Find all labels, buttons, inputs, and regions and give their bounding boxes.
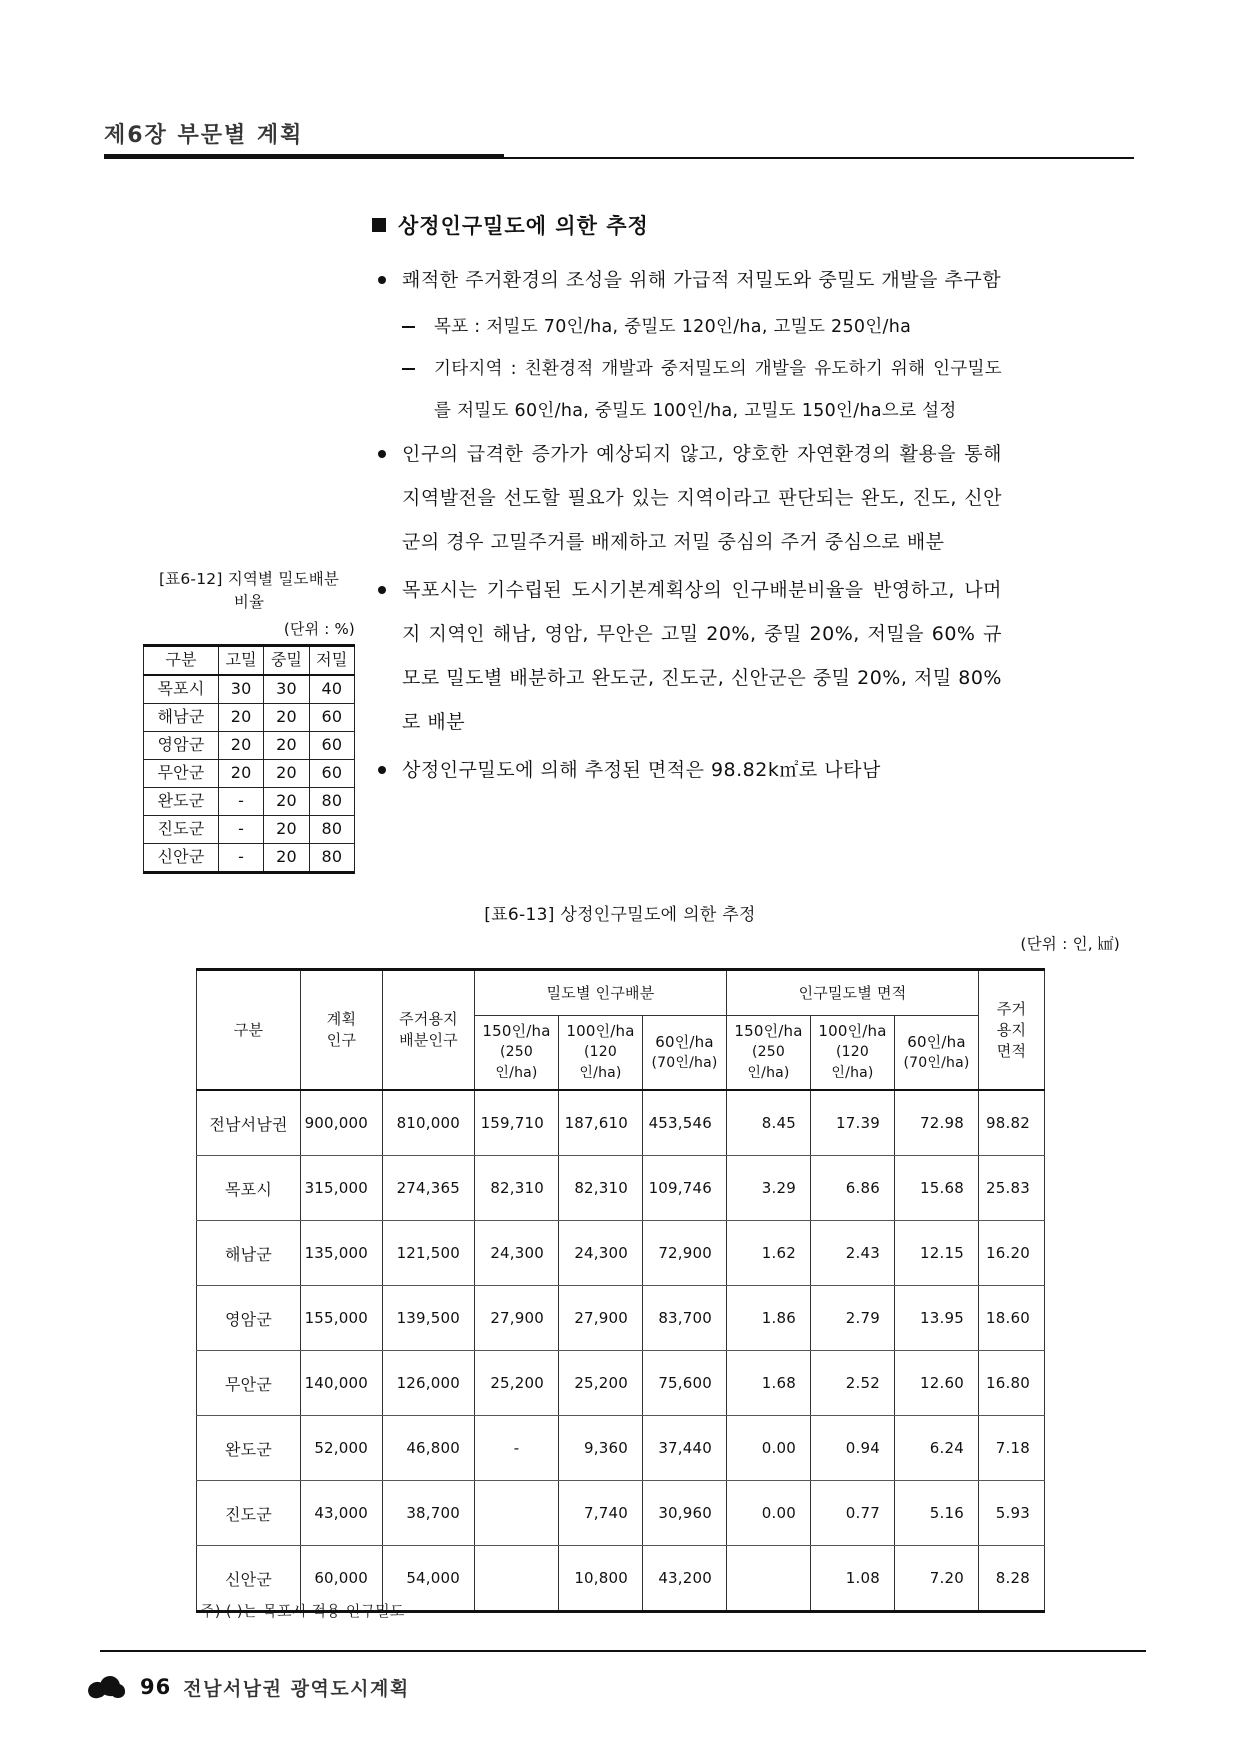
cell-area-150: 0.00 [727, 1481, 811, 1546]
cell-area-total: 5.93 [979, 1481, 1045, 1546]
column-header-density-area: 인구밀도별 면적 [727, 970, 979, 1016]
column-header-pop-100 [559, 1016, 643, 1091]
cell-low: 80 [309, 816, 354, 844]
table-row [144, 816, 355, 844]
cell-area-total: 8.28 [979, 1546, 1045, 1612]
cell-pop-100: 24,300 [559, 1221, 643, 1286]
planned-population-line2: 인구 [326, 1031, 357, 1049]
bullet-item [372, 432, 1002, 564]
cell-planned: 900,000 [301, 1090, 383, 1156]
footer-document-title: 전남서남권 광역도시계획 [183, 1677, 410, 1700]
sub-bullet-item [372, 348, 1002, 432]
round-bullet-icon [378, 766, 386, 774]
residential-area-line3: 면적 [996, 1041, 1027, 1060]
column-header-area-100 [811, 1016, 895, 1091]
cell-pop-150: 25,200 [475, 1351, 559, 1416]
table-row [144, 788, 355, 816]
cell-residential: 126,000 [383, 1351, 475, 1416]
bullet-text: 쾌적한 주거환경의 조성을 위해 가급적 저밀도와 중밀도 개발을 추구함 [402, 269, 1002, 291]
cell-region: 해남군 [144, 704, 219, 732]
cell-area-60: 7.20 [895, 1546, 979, 1612]
running-header [104, 118, 1134, 149]
area-100-main: 100인/ha [818, 1022, 887, 1040]
column-header-division-text: 구분 [233, 1020, 264, 1039]
cell-area-100: 17.39 [811, 1090, 895, 1156]
table-row [197, 1090, 1045, 1156]
cell-pop-150: 159,710 [475, 1090, 559, 1156]
table-row [197, 1351, 1045, 1416]
pop-60-paren: (70인/ha) [651, 1054, 718, 1071]
cell-area-total: 16.20 [979, 1221, 1045, 1286]
cell-pop-60: 37,440 [643, 1416, 727, 1481]
column-header-density-population: 밀도별 인구배분 [475, 970, 727, 1016]
cell-pop-100: 10,800 [559, 1546, 643, 1612]
cell-area-total: 25.83 [979, 1156, 1045, 1221]
cell-area-60: 12.60 [895, 1351, 979, 1416]
cell-pop-60: 83,700 [643, 1286, 727, 1351]
cell-region: 해남군 [197, 1221, 301, 1286]
cell-residential: 139,500 [383, 1286, 475, 1351]
bullet-text: 상정인구밀도에 의해 추정된 면적은 98.82k㎡로 나타남 [402, 759, 881, 781]
table-row [144, 732, 355, 760]
round-bullet-icon [378, 276, 386, 284]
table-row [197, 1286, 1045, 1351]
table-row [144, 704, 355, 732]
cell-area-60: 6.24 [895, 1416, 979, 1481]
cell-planned: 135,000 [301, 1221, 383, 1286]
cell-area-150: 0.00 [727, 1416, 811, 1481]
table-6-12-caption-line2: 비율 [233, 593, 265, 611]
cell-area-total: 7.18 [979, 1416, 1045, 1481]
planned-population-line1: 계획 [326, 1010, 357, 1028]
table-row [144, 760, 355, 788]
cell-area-100: 2.79 [811, 1286, 895, 1351]
pop-60-main: 60인/ha [655, 1032, 714, 1051]
cell-planned: 43,000 [301, 1481, 383, 1546]
cell-planned: 155,000 [301, 1286, 383, 1351]
bullet-item [372, 258, 1002, 302]
column-header-division: 구분 [144, 646, 219, 676]
table-6-12-unit: (단위 : %) [283, 620, 355, 638]
cell-pop-150: 82,310 [475, 1156, 559, 1221]
sub-bullet-text: 목포 : 저밀도 70인/ha, 중밀도 120인/ha, 고밀도 250인/ha [434, 317, 912, 337]
cell-region: 신안군 [197, 1546, 301, 1612]
sub-bullet-text: 기타지역 : 친환경적 개발과 중저밀도의 개발을 유도하기 위해 인구밀도를 저밀도 60인/ha, 중밀도 100인/ha, 고밀도 150인/ha으로 설정 [434, 359, 1002, 421]
table-6-13 [196, 968, 1045, 1613]
cell-high: 20 [219, 760, 264, 788]
cell-region: 신안군 [144, 844, 219, 873]
cell-planned: 52,000 [301, 1416, 383, 1481]
cell-pop-150: 24,300 [475, 1221, 559, 1286]
cell-area-60: 72.98 [895, 1090, 979, 1156]
cell-area-100: 2.52 [811, 1351, 895, 1416]
column-header-residential-alloc [383, 970, 475, 1091]
column-header-low: 저밀 [309, 646, 354, 676]
bullet-text: 인구의 급격한 증가가 예상되지 않고, 양호한 자연환경의 활용을 통해 지역발전을 선도할 필요가 있는 지역이라고 판단되는 완도, 진도, 신안군의 경우 고밀주거를 배제하고 저밀 중심의 주거 중심으로 배분 [402, 443, 1002, 553]
cell-pop-150: - [475, 1416, 559, 1481]
cell-area-total: 18.60 [979, 1286, 1045, 1351]
cell-mid: 20 [264, 788, 309, 816]
bullet-item [372, 568, 1002, 744]
cell-area-total: 98.82 [979, 1090, 1045, 1156]
column-header-mid: 중밀 [264, 646, 309, 676]
table-6-12 [143, 644, 355, 874]
cell-area-150: 1.86 [727, 1286, 811, 1351]
cell-area-100: 6.86 [811, 1156, 895, 1221]
running-header-text: 제6장 부문별 계획 [104, 123, 304, 148]
cell-pop-150: 27,900 [475, 1286, 559, 1351]
cell-area-60: 5.16 [895, 1481, 979, 1546]
column-header-residential-area [979, 970, 1045, 1091]
bullet-text: 목포시는 기수립된 도시기본계획상의 인구배분비율을 반영하고, 나머지 지역인 해남, 영암, 무안은 고밀 20%, 중밀 20%, 저밀을 60% 규모로 밀도별 배분하고 완도군, 진도군, 신안군은 중밀 20%, 저밀 80%로 배분 [402, 579, 1002, 733]
cell-region: 목포시 [144, 675, 219, 704]
page-number: 96 [140, 1675, 172, 1699]
table-row [197, 1156, 1045, 1221]
section-heading-text: 상정인구밀도에 의한 추정 [398, 214, 649, 238]
cell-pop-60: 109,746 [643, 1156, 727, 1221]
table-6-12-caption-line1: [표6-12] 지역별 밀도배분 [158, 570, 340, 588]
table-6-12-block [143, 568, 355, 874]
table-row [197, 1416, 1045, 1481]
cell-area-150: 8.45 [727, 1090, 811, 1156]
area-60-main: 60인/ha [907, 1032, 966, 1051]
cell-area-100: 0.77 [811, 1481, 895, 1546]
cell-pop-60: 43,200 [643, 1546, 727, 1612]
cell-residential: 274,365 [383, 1156, 475, 1221]
table-6-12-caption [143, 568, 355, 614]
cell-residential: 121,500 [383, 1221, 475, 1286]
cell-area-100: 2.43 [811, 1221, 895, 1286]
area-150-main: 150인/ha [734, 1022, 803, 1040]
bullet-item [372, 748, 1002, 792]
residential-area-line2: 용지 [996, 1020, 1027, 1039]
cell-pop-60: 453,546 [643, 1090, 727, 1156]
table-6-13-unit: (단위 : 인, ㎢) [1020, 935, 1120, 953]
area-60-paren: (70인/ha) [903, 1054, 970, 1071]
cell-mid: 20 [264, 760, 309, 788]
cell-area-100: 0.94 [811, 1416, 895, 1481]
cell-area-60: 15.68 [895, 1156, 979, 1221]
cell-area-100: 1.08 [811, 1546, 895, 1612]
cell-area-total: 16.80 [979, 1351, 1045, 1416]
cell-region: 목포시 [197, 1156, 301, 1221]
pop-150-main: 150인/ha [482, 1022, 551, 1040]
square-bullet-icon [372, 218, 386, 232]
cell-pop-100: 7,740 [559, 1481, 643, 1546]
column-header-high: 고밀 [219, 646, 264, 676]
column-header-area-60 [895, 1016, 979, 1091]
column-header-pop-60 [643, 1016, 727, 1091]
cell-region: 완도군 [144, 788, 219, 816]
cell-mid: 30 [264, 675, 309, 704]
cell-mid: 20 [264, 704, 309, 732]
cell-region: 무안군 [197, 1351, 301, 1416]
cell-region: 무안군 [144, 760, 219, 788]
residential-alloc-line1: 주거용지 [399, 1010, 458, 1028]
cell-mid: 20 [264, 816, 309, 844]
cell-pop-100: 27,900 [559, 1286, 643, 1351]
table-6-13-block [196, 968, 1044, 1613]
cell-area-150: 1.68 [727, 1351, 811, 1416]
column-header-planned-population [301, 970, 383, 1091]
residential-area-line1: 주거 [996, 999, 1027, 1018]
pop-150-paren: (250인/ha) [495, 1044, 538, 1081]
footer-rule [100, 1650, 1146, 1652]
cell-mid: 20 [264, 844, 309, 873]
cell-pop-150 [475, 1546, 559, 1612]
table-row [197, 1221, 1045, 1286]
body-content [372, 210, 1002, 796]
cell-pop-60: 72,900 [643, 1221, 727, 1286]
cell-pop-100: 187,610 [559, 1090, 643, 1156]
wave-logo-icon [86, 1672, 128, 1702]
section-heading [372, 210, 1002, 240]
cell-region: 영암군 [144, 732, 219, 760]
cell-low: 80 [309, 788, 354, 816]
area-100-paren: (120인/ha) [831, 1044, 874, 1081]
column-header-area-150 [727, 1016, 811, 1091]
cell-region: 영암군 [197, 1286, 301, 1351]
cell-region: 전남서남권 [197, 1090, 301, 1156]
cell-area-150 [727, 1546, 811, 1612]
cell-residential: 54,000 [383, 1546, 475, 1612]
column-header-pop-150 [475, 1016, 559, 1091]
column-header-division [197, 970, 301, 1091]
page-footer [86, 1672, 1146, 1702]
cell-planned: 315,000 [301, 1156, 383, 1221]
round-bullet-icon [378, 586, 386, 594]
cell-pop-100: 9,360 [559, 1416, 643, 1481]
round-bullet-icon [378, 450, 386, 458]
cell-pop-60: 30,960 [643, 1481, 727, 1546]
table-header-row [144, 646, 355, 676]
cell-pop-100: 25,200 [559, 1351, 643, 1416]
cell-pop-100: 82,310 [559, 1156, 643, 1221]
cell-region: 진도군 [197, 1481, 301, 1546]
table-6-13-note: 주) ( )는 목포시 적용 인구밀도 [200, 1602, 405, 1620]
cell-high: - [219, 844, 264, 873]
cell-pop-60: 75,600 [643, 1351, 727, 1416]
cell-area-60: 12.15 [895, 1221, 979, 1286]
cell-area-150: 3.29 [727, 1156, 811, 1221]
cell-low: 40 [309, 675, 354, 704]
table-row [144, 844, 355, 873]
cell-region: 완도군 [197, 1416, 301, 1481]
area-150-paren: (250인/ha) [747, 1044, 790, 1081]
sub-bullet-item [372, 306, 1002, 348]
cell-pop-150 [475, 1481, 559, 1546]
cell-residential: 38,700 [383, 1481, 475, 1546]
cell-region: 진도군 [144, 816, 219, 844]
pop-100-paren: (120인/ha) [579, 1044, 622, 1081]
cell-residential: 810,000 [383, 1090, 475, 1156]
cell-area-150: 1.62 [727, 1221, 811, 1286]
cell-mid: 20 [264, 732, 309, 760]
cell-low: 80 [309, 844, 354, 873]
residential-alloc-line2: 배분인구 [399, 1031, 458, 1049]
header-rule-thin [104, 157, 1134, 159]
cell-area-60: 13.95 [895, 1286, 979, 1351]
table-row [144, 675, 355, 704]
cell-planned: 140,000 [301, 1351, 383, 1416]
cell-high: 30 [219, 675, 264, 704]
table-header-group-row [197, 970, 1045, 1016]
cell-low: 60 [309, 732, 354, 760]
pop-100-main: 100인/ha [566, 1022, 635, 1040]
cell-low: 60 [309, 704, 354, 732]
dash-bullet-icon [402, 368, 415, 370]
cell-high: - [219, 788, 264, 816]
cell-planned: 60,000 [301, 1546, 383, 1612]
cell-low: 60 [309, 760, 354, 788]
table-row [197, 1481, 1045, 1546]
table-6-13-caption: [표6-13] 상정인구밀도에 의한 추정 [484, 905, 756, 925]
cell-high: 20 [219, 704, 264, 732]
cell-residential: 46,800 [383, 1416, 475, 1481]
cell-high: 20 [219, 732, 264, 760]
dash-bullet-icon [402, 326, 415, 328]
cell-high: - [219, 816, 264, 844]
